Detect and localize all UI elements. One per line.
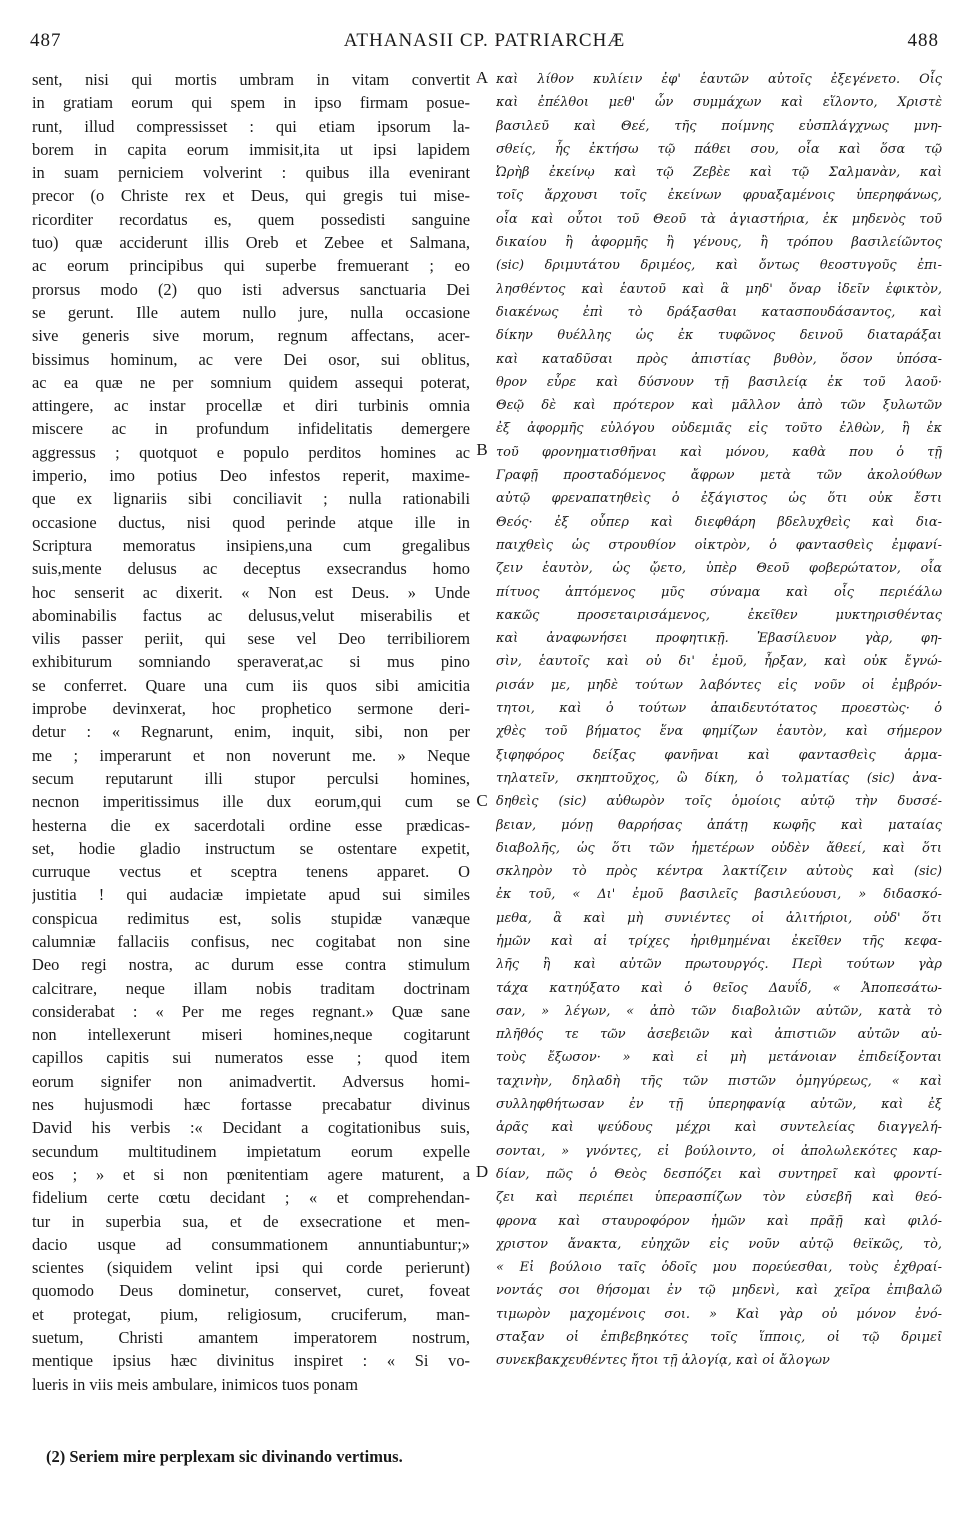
latin-text-line: eos ; » et si non pœnitentiam agere maturent, a — [32, 1164, 470, 1184]
greek-text-line: οἷα καὶ οὗτοι τοῦ Θεοῦ τὰ ἁγιαστήρια, ἐκ μηδενὸς τοῦ — [496, 211, 942, 227]
latin-text-line: calumniæ fallaciis confisus, nec cogitabat non sine — [32, 931, 470, 951]
latin-text-line: ricorditer recordatus es, quem possedisti sanguine — [32, 209, 470, 229]
greek-text-line: Θεός· ἐξ οὗπερ καὶ διεφθάρη βδελυχθεὶς καὶ δια- — [496, 514, 942, 530]
latin-text-line: se gerunt. Ille autem nullo jure, nulla occasione — [32, 302, 470, 322]
greek-text-line: ρισάν με, μηδὲ τούτων λαβόντες εἰς νοῦν οἱ ἐμβρόν- — [496, 677, 942, 693]
latin-text-line: ac ea quæ ne per somnium quidem assequi poterat, — [32, 372, 470, 392]
greek-column — [496, 68, 942, 1373]
greek-text-line: πλῆθός τε τῶν ἀσεβειῶν καὶ ἀπιστιῶν αὐτῶν αὐ- — [496, 1027, 942, 1043]
latin-column — [32, 68, 470, 1396]
latin-text-line: capillos capitis sui numeratos esse ; quod item — [32, 1048, 470, 1068]
latin-text-line: sive generis sive morum, regnum affectans, acer- — [32, 326, 470, 346]
latin-text-line: calcitrare, neque illam nobis traditam doctrinam — [32, 978, 470, 998]
greek-text-line: τοὺς ἔξωσον· » καὶ εἰ μὴ μετάνοιαν ἐπιδείξονται — [496, 1050, 942, 1066]
latin-text-line: scientes (siquidem velint ipsi qui corde perierunt) — [32, 1258, 470, 1278]
greek-text-line: λησθέντος καὶ ἑαυτοῦ καὶ ἃ μηδ' ὄναρ ἰδεῖν ἐφικτὸν, — [496, 281, 942, 297]
latin-text-line: eorum signifer non animadvertit. Adversus homi- — [32, 1071, 470, 1091]
latin-text-line: imperio, imo potius Deo infestos reperit, maxime- — [32, 466, 470, 486]
greek-text-line: διακένως ἐπὶ τὸ δράξασθαι κατασπουδάσαντος, καὶ — [496, 304, 942, 320]
latin-text-line: necnon imperitissimus ille dux eorum,qui cum se — [32, 792, 470, 812]
greek-text-line: καὶ ἀναφωνήσει προφητικῇ. Ἐβασίλευον γὰρ, φη- — [496, 631, 942, 647]
latin-text-line: hesterna die ex sacerdotali ordine esse prædicas- — [32, 815, 470, 835]
greek-text-line: καὶ λίθον κυλίειν ἐφ' ἑαυτῶν αὐτοῖς ἐξεγένετο. Οἷς — [496, 72, 942, 87]
latin-text-line: secum reputarunt illi stupor perculsi homines, — [32, 768, 470, 788]
latin-text-line: suetum, Christi amantem imperatorem nostrum, — [32, 1328, 470, 1348]
greek-text-line: τοῦ φρονηματισθῆναι καὶ μόνου, καθὰ που ὁ τῇ — [496, 444, 942, 460]
latin-text-line: abominabilis factus ac delusus,velut miserabilis et — [32, 605, 470, 625]
margin-marker-c: C — [476, 791, 488, 810]
greek-text-line: ἀρᾶς καὶ ψεύδους μέχρι καὶ συντελείας διαγγελή- — [496, 1120, 942, 1136]
margin-marker-b: B — [476, 440, 488, 459]
greek-text-line: ἐξ ἀφορμῆς εὐλόγου οὐδεμιᾶς εἰς τοῦτο ἐλθὼν, ἢ ἐκ — [496, 421, 942, 437]
margin-marker-d: D — [475, 1162, 489, 1181]
latin-text-line: improbe devinxerat, hoc prophetico sermone deri- — [32, 699, 470, 719]
greek-text-line: τηλατεῖν, σκηπτοῦχος, ὢ δίκη, ὁ τολματίας (sic) ἀνα- — [496, 770, 942, 786]
greek-text-line: καὶ ἐπέλθοι μεθ' ὧν συμμάχων καὶ εἵλοντο, Χριστὲ — [496, 95, 942, 111]
greek-text-line: πίτυος ἁπτόμενος μῦς σύναμα καὶ οἷς περιέάλω — [496, 584, 942, 600]
greek-text-line: διαβολῆς, ὡς ὅτι τῶν ἡμετέρων οὐδὲν ἄθεεί, καὶ ὅτι — [496, 840, 942, 856]
latin-text-line: sent, nisi qui mortis umbram in vitam convertit — [32, 70, 470, 89]
page-header — [30, 30, 939, 56]
latin-text-line: secundum multitudinem impietatum eorum expelle — [32, 1141, 470, 1161]
greek-text-line: συνεκβακχευθέντες ἤτοι τῇ ἀλογίᾳ, καὶ οἱ ἄλογων — [496, 1353, 830, 1369]
greek-text-line: ἐκ τοῦ, « Δι' ἐμοῦ βασιλεῖς βασιλεύουσι, » διδασκό- — [496, 887, 942, 903]
greek-text-line: χριστον ἄνακτα, εὐηχῶν εἰς νοῦν αὐτῷ θεϊκῶς, τὸ, — [496, 1236, 942, 1252]
greek-text-line: καὶ καταδῦσαι πρὸς ἀπιστίας βυθὸν, ὅσον ὑπόσα- — [496, 351, 942, 367]
latin-text-line: considerabat : « Per me reges regnant.» Quæ sane — [32, 1001, 470, 1021]
greek-text-line: τοῖς ἄρχουσι τοῖς ἐκείνων φρυαξαμένοις ὑπερηφάνως, — [496, 188, 942, 204]
greek-text-line: συλληφθήτωσαν ἐν τῇ ὑπερηφανίᾳ αὐτῶν, καὶ ἐξ — [496, 1097, 942, 1113]
latin-text-line: suis,mente delusus ac deceptus exsecrandus homo — [32, 559, 470, 579]
latin-text-line: vilis passer periit, qui sese vel Deo terribiliorem — [32, 629, 470, 649]
greek-text-line: σαν, » λέγων, « ἀπὸ τῶν διαβολιῶν αὐτῶν, κατὰ τὸ — [496, 1003, 942, 1019]
latin-text-line: borem in capita eorum immisit,ita ut ipsi lapidem — [32, 139, 470, 159]
page-number-right: 488 — [907, 30, 939, 51]
greek-text-line: ἡμῶν καὶ αἱ τρίχες ἠριθμημέναι ἐκεῖθεν τῆς κεφα- — [496, 933, 942, 949]
greek-text-line: ζει καὶ περιέπει ὑπερασπίζων τὸν εὐσεβῆ καὶ θεό- — [496, 1190, 942, 1206]
greek-text-line: κακῶς προσεταιρισάμενος, ἐκεῖθεν μυκτηρισθέντας — [496, 607, 942, 623]
latin-text-line: bissimus hominum, ac vere Dei osor, sui oblitus, — [32, 349, 470, 369]
latin-text-line: miscere ac in profundum infidelitatis demergere — [32, 419, 470, 439]
latin-text-line: in suam perniciem volverint : quibus illa evenirant — [32, 163, 470, 183]
latin-text-line: Deo regi nostra, ac durum esse contra stimulum — [32, 955, 470, 975]
latin-text-line: ac eorum principibus qui superbe fremuerant ; eo — [32, 256, 470, 276]
latin-text-line: aggressus ; quotquot e populo perditos homines ac — [32, 442, 470, 462]
latin-text-line: se conferret. Quare una cum iis quos sibi amicitia — [32, 675, 470, 695]
latin-text-line: fidelium certe cœtu decidant ; « et comprehendan- — [32, 1188, 470, 1208]
latin-text-line: exhibiturum somniando speraverat,ac si mus pino — [32, 652, 470, 672]
greek-text-line: σθείς, ἧς ἐκτήσω τῷ πάθει σου, οἷα καὶ ὅσα τῷ — [496, 141, 942, 157]
greek-text-line: δίκην θυέλλης ὡς ἐκ τυφῶνος δεινοῦ διαταράξαι — [496, 328, 942, 344]
greek-text-line: τητοι, καὶ ὁ τούτων ἀπαιδευτότατος προεστὼς· ὁ — [496, 701, 942, 717]
latin-text-line: Scriptura memoratus insipiens,una cum gregalibus — [32, 535, 470, 555]
greek-text-line: βειαν, μόνῃ θαρρήσας ἀπάτῃ κωφῆς καὶ ματαίας — [496, 817, 942, 833]
greek-text-line: δικαίου ἢ ἀφορμῆς ἢ γένους, ἢ τρόπου βασιλείῶντος — [496, 235, 942, 251]
greek-text-line: τιμωρὸν μαχομένοις σοι. » Καὶ γὰρ οὐ μόνον ἐνό- — [496, 1306, 942, 1322]
latin-text-line: non intellexerunt miseri homines,neque cogitarunt — [32, 1025, 470, 1045]
greek-text-line: μεθα, ἃ καὶ μὴ συνιέντες οἱ ἀλιτήριοι, οὐδ' ὅτι — [496, 910, 942, 926]
latin-text-line: precor (o Christe rex et Deus, qui gregis tui mise- — [32, 186, 470, 206]
greek-text-line: νοντάς σοι θήσομαι ἐν τῷ μηδενὶ, καὶ χεῖρα ἐπιβαλῶ — [496, 1283, 942, 1299]
greek-text-line: βασιλεῦ καὶ Θεέ, τῆς ποίμνης εὐσπλάγχνως μνη- — [496, 118, 942, 134]
greek-text-line: θρον εὗρε καὶ δύσνουν τῇ βασιλείᾳ ἐκ τοῦ λαοῦ· — [496, 374, 942, 390]
latin-text-line: attingere, ac instar procellæ et diri turbinis omnia — [32, 396, 470, 416]
greek-text-line: σονται, » γνόντες, εἰ βούλοιντο, οἱ ἀπολωλεκότες καρ- — [496, 1143, 942, 1159]
greek-text-line: Ὠρὴβ ἐκείνῳ καὶ τῷ Ζεβὲε καὶ τῷ Σαλμανὰν, καὶ — [496, 165, 942, 181]
latin-text-line: hoc senserit ac dixerit. « Non est Deus. » Unde — [32, 582, 470, 602]
latin-text-line: et protegat, pium, religiosum, cruciferum, man- — [32, 1304, 470, 1324]
greek-text-line: ξιφηφόρος δείξας φανῆναι καὶ φαντασθεὶς ἁρμα- — [496, 747, 942, 763]
latin-text-line: justitia ! qui audaciæ impietate apud sui similes — [32, 885, 470, 905]
greek-text-line: (sic) δριμυτάτου δριμέος, καὶ ὄντως θεοστυγοῦς ἐπι- — [496, 258, 942, 274]
latin-text-line: tuo) quæ acciderunt illis Oreb et Zebee et Salmana, — [32, 233, 470, 253]
latin-text-line: me ; imperarunt et non noverunt me. » Neque — [32, 745, 470, 765]
greek-text-line: τάχα κατηύξατο καὶ ὁ θεῖος Δαυΐδ, « Ἀποπεσάτω- — [496, 980, 942, 996]
greek-text-line: λῆς ἢ καὶ αὐτῶν πρωτουργός. Περὶ τούτων γὰρ — [496, 957, 942, 973]
greek-text-line: ζειν ἑαυτὸν, ὡς ᾤετο, ὑπὲρ Θεοῦ φοβερώτατον, οἷα — [496, 561, 942, 577]
latin-text-line: nes hujusmodi hæc fortasse precabatur divinus — [32, 1095, 470, 1115]
greek-text-line: Γραφῇ προσταδόμενος ἄφρων μετὰ τῶν ἀκολούθων — [496, 468, 942, 484]
latin-text-line: conspicua redimitus est, solis stupidæ vanæque — [32, 908, 470, 928]
footnote: (2) Seriem mire perplexam sic divinando vertimus. — [46, 1447, 403, 1466]
latin-text-line: prorsus modo (2) quo isti adversus sanctuaria Dei — [32, 279, 470, 299]
greek-text-line: παιχθεὶς ὡς στρουθίον οἰκτρὸν, ὁ φαντασθεὶς ἐμφανί- — [496, 537, 942, 553]
latin-text-line: in gratiam eorum qui spem in ipso firmam posue- — [32, 93, 470, 113]
latin-text-line: quomodo Deus dominetur, conservet, curet, foveat — [32, 1281, 470, 1301]
running-title: ATHANASII CP. PATRIARCHÆ — [343, 30, 626, 51]
page-number-left: 487 — [30, 30, 62, 51]
greek-text-line: Θεῷ δὲ καὶ πρότερον καὶ μᾶλλον ἀπὸ τῶν ξυλωτῶν — [496, 398, 942, 414]
latin-text-line: dacio usque ad consummationem annuntiabuntur;» — [32, 1234, 470, 1254]
latin-text-line: curruque vectus et sceptra tenens apparet. O — [32, 862, 470, 882]
greek-text-line: φρονα καὶ σταυροφόρον ἡμῶν καὶ πρᾶῇ καὶ φιλό- — [496, 1213, 942, 1229]
greek-text-line: « Εἰ βούλοιο ταῖς ὁδοῖς μου πορεύεσθαι, τοὺς ἐχθραί- — [496, 1260, 942, 1276]
greek-text-line: σταξαν οἱ ἐπιβεβηκότες τοῖς ἵπποις, οἱ τῷ δριμεῖ — [496, 1330, 942, 1346]
latin-text-line: set, hodie gladio instructum se ostentare expetit, — [32, 838, 470, 858]
latin-text-line: que ex lignariis sibi conciliavit ; nulla rationabili — [32, 489, 470, 509]
latin-text-line: lueris in viis meis ambulare, inimicos tuos ponam — [32, 1374, 358, 1394]
latin-text-line: detur : « Regnarunt, enim, inquit, sibi, non per — [32, 722, 470, 742]
greek-text-line: χθὲς τοῦ βήματος ἕνα φημίζων ἑαυτὸν, καὶ σήμερον — [496, 724, 942, 740]
greek-text-line: δίαν, πῶς ὁ Θεὸς δεσπόζει καὶ συντηρεῖ καὶ φροντί- — [496, 1166, 942, 1182]
latin-text-line: mentique ipsius hæc divinitus inspiret : « Si vo- — [32, 1351, 470, 1371]
greek-text-line: σὶν, ἑαυτοῖς καὶ οὐ δι' ἐμοῦ, ἦρξαν, καὶ οὐκ ἔγνώ- — [496, 654, 942, 670]
latin-text-line: runt, illud compressisset : qui etiam ipsorum la- — [32, 116, 470, 136]
margin-marker-a: A — [475, 68, 489, 87]
latin-text-line: occasione ductus, nisi quod perinde atque ille in — [32, 512, 470, 532]
greek-text-line: ταχινὴν, δηλαδὴ τῆς τῶν πιστῶν ὁμηγύρεως, « καὶ — [496, 1073, 942, 1089]
latin-text-line: tur in superbia sua, et de exsecratione et men- — [32, 1211, 470, 1231]
greek-text-line: σκληρὸν τὸ πρὸς κέντρα λακτίζειν αὐτοὺς καὶ (sic) — [496, 864, 942, 880]
greek-text-line: δηθεὶς (sic) αὐθωρὸν τοῖς ὁμοίοις αὐτῷ τὴν δυσσέ- — [496, 794, 942, 810]
latin-text-line: David his verbis :« Decidant a cogitationibus suis, — [32, 1118, 470, 1138]
greek-text-line: αὐτῷ φρεναπατηθεὶς ὁ ἐξάγιστος ὡς ὅτι οὐκ ἔστι — [496, 491, 942, 507]
